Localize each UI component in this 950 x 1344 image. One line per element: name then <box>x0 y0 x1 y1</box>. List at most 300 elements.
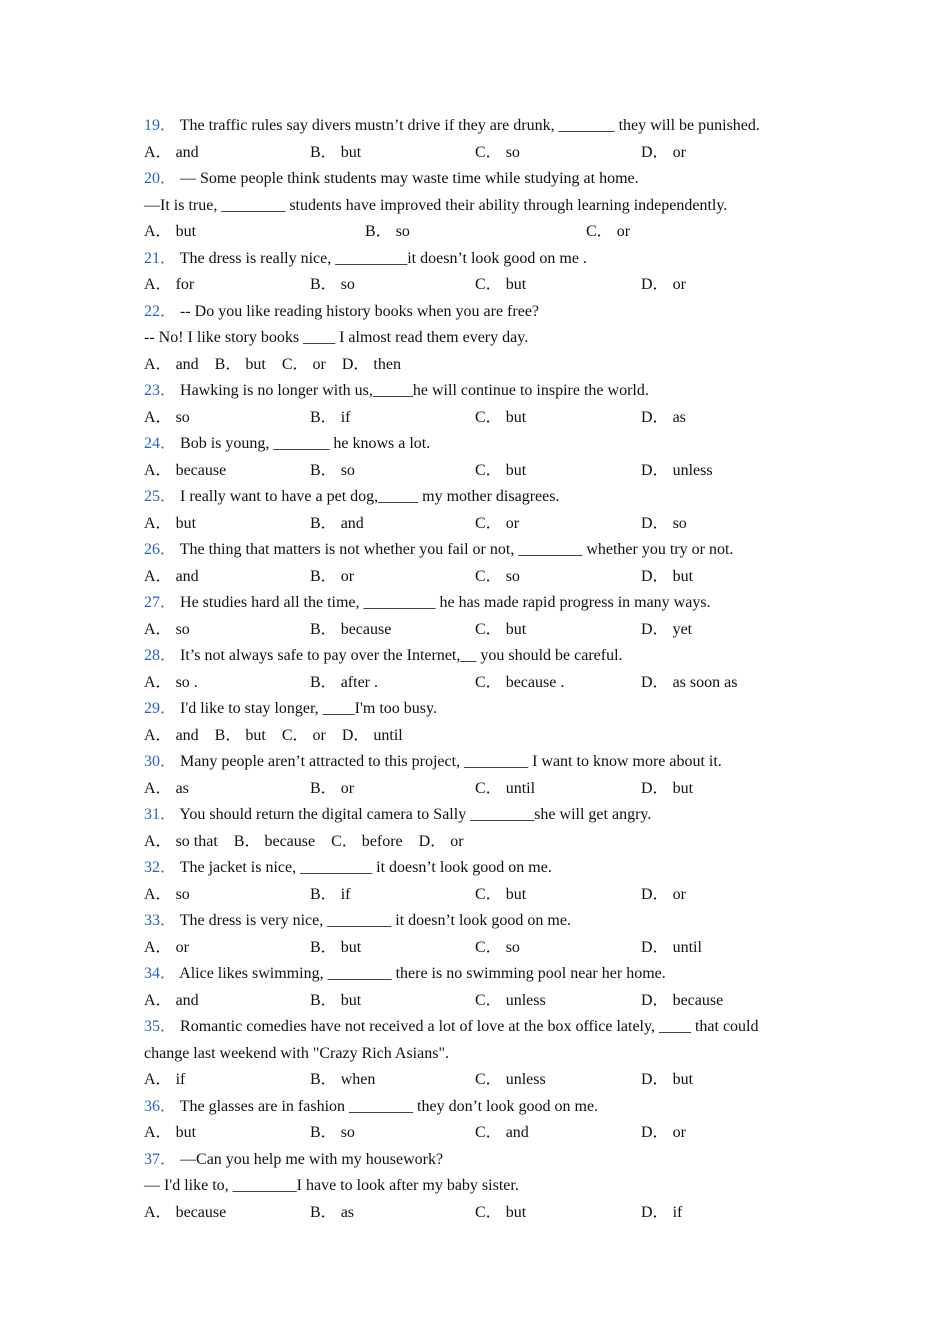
stem-text: — Some people think students may waste time while studying at home. <box>180 170 639 187</box>
question-number: 35． <box>144 1018 177 1035</box>
question-30 <box>144 749 804 802</box>
option-text: unless <box>672 461 713 479</box>
question-number: 29． <box>144 700 177 717</box>
option-text: but <box>505 276 527 293</box>
option-text: and <box>175 567 199 585</box>
question-number: 24． <box>144 435 177 452</box>
stem-text: Alice likes swimming, ________ there is no swimming pool near her home. <box>179 965 666 982</box>
option-a[interactable] <box>144 988 199 1015</box>
question-25 <box>144 484 804 537</box>
option-a[interactable] <box>144 458 226 485</box>
question-number: 26． <box>144 541 177 558</box>
option-text: or <box>175 938 189 956</box>
option-letter: C． <box>475 276 502 293</box>
option-text: until <box>672 938 702 956</box>
option-a[interactable] <box>144 1120 196 1147</box>
option-c[interactable] <box>475 882 526 909</box>
question-stem <box>144 908 804 935</box>
stem-text: -- No! I like story books ____ I almost read them every day. <box>144 329 529 346</box>
option-b[interactable] <box>215 352 266 379</box>
option-a[interactable] <box>144 511 196 538</box>
options-row <box>144 882 804 909</box>
stem-text: Hawking is no longer with us,_____he will continue to inspire the world. <box>180 382 649 399</box>
option-b[interactable] <box>310 511 364 538</box>
option-letter: D． <box>341 355 370 373</box>
option-text: so <box>340 461 355 479</box>
option-text: and <box>175 991 199 1009</box>
option-text: but <box>245 726 266 744</box>
question-stem <box>144 537 804 564</box>
option-b[interactable] <box>310 617 391 644</box>
option-letter: A． <box>144 673 172 691</box>
option-a[interactable] <box>144 272 194 299</box>
option-a[interactable] <box>144 882 190 909</box>
option-text: or <box>505 514 520 532</box>
option-text: when <box>340 1071 376 1088</box>
option-a[interactable] <box>144 723 199 750</box>
options-row <box>144 776 804 803</box>
option-d[interactable] <box>641 670 737 697</box>
option-letter: B． <box>310 991 337 1009</box>
option-d[interactable] <box>641 1200 682 1227</box>
option-letter: B． <box>310 276 337 293</box>
options-row <box>144 617 804 644</box>
question-stem-continued <box>144 325 804 352</box>
option-b[interactable] <box>310 272 355 299</box>
option-letter: A． <box>144 223 172 240</box>
stem-text: The jacket is nice, _________ it doesn’t look good on me. <box>179 859 552 876</box>
option-text: but <box>175 1124 197 1141</box>
option-b[interactable] <box>310 988 361 1015</box>
option-d[interactable] <box>419 829 464 856</box>
question-31 <box>144 802 804 855</box>
option-b[interactable] <box>310 458 355 485</box>
option-letter: B． <box>233 832 261 850</box>
option-text: before <box>361 832 403 850</box>
option-d[interactable] <box>641 1067 693 1094</box>
option-letter: A． <box>144 1203 172 1221</box>
options-row <box>144 458 804 485</box>
question-stem <box>144 484 804 511</box>
option-b[interactable] <box>310 1067 375 1094</box>
option-letter: A． <box>144 620 172 638</box>
option-c[interactable] <box>475 776 535 803</box>
option-d[interactable] <box>641 564 693 591</box>
option-letter: C． <box>475 779 502 797</box>
stem-text: —It is true, ________ students have improved their ability through learning independently. <box>144 196 728 214</box>
option-text: or <box>672 885 686 903</box>
question-stem <box>144 1014 804 1067</box>
options-row <box>144 140 804 167</box>
option-letter: C． <box>586 223 613 240</box>
options-row <box>144 405 804 432</box>
question-number: 36． <box>144 1097 177 1115</box>
option-c[interactable] <box>475 670 564 697</box>
stem-text: The dress is really nice, _________it doesn’t look good on me . <box>179 249 587 267</box>
option-letter: B． <box>310 567 337 585</box>
question-35 <box>144 1014 804 1094</box>
option-letter: B． <box>310 1203 337 1221</box>
option-text: so <box>175 885 190 903</box>
option-c[interactable] <box>475 458 526 485</box>
option-letter: A． <box>144 1124 172 1141</box>
option-letter: D． <box>641 276 669 293</box>
options-row <box>144 723 804 750</box>
options-row <box>144 352 804 379</box>
question-list <box>144 113 804 1226</box>
option-letter: A． <box>144 514 172 532</box>
option-letter: C． <box>281 355 309 373</box>
options-row <box>144 219 804 246</box>
option-a[interactable] <box>144 140 199 167</box>
option-text: or <box>672 276 686 293</box>
option-text: but <box>672 1071 694 1088</box>
option-c[interactable] <box>331 829 403 856</box>
question-stem <box>144 431 804 458</box>
question-stem <box>144 378 804 405</box>
stem-text: I really want to have a pet dog,_____ my mother disagrees. <box>180 488 560 505</box>
stem-text: The traffic rules say divers mustn’t drive if they are drunk, _______ they will be punished. <box>179 117 760 134</box>
question-28 <box>144 643 804 696</box>
option-text: because <box>175 461 227 479</box>
option-d[interactable] <box>641 140 686 167</box>
option-letter: B． <box>310 408 337 426</box>
option-text: or <box>672 1124 686 1141</box>
question-number: 30． <box>144 753 177 770</box>
question-stem <box>144 643 804 670</box>
option-d[interactable] <box>641 1120 686 1147</box>
option-text: unless <box>505 991 546 1009</box>
option-letter: D． <box>641 938 669 956</box>
option-text: yet <box>672 620 693 638</box>
question-stem <box>144 961 804 988</box>
option-letter: C． <box>475 567 502 585</box>
option-letter: D． <box>641 408 669 426</box>
question-number: 21． <box>144 249 177 267</box>
option-text: as <box>340 1203 355 1221</box>
question-number: 27． <box>144 594 177 611</box>
option-b[interactable] <box>310 564 354 591</box>
question-number: 31． <box>144 806 177 823</box>
option-letter: D． <box>641 1203 669 1221</box>
stem-text: —Can you help me with my housework? <box>180 1150 444 1168</box>
option-letter: B． <box>310 673 337 691</box>
option-b[interactable] <box>310 882 350 909</box>
question-29 <box>144 696 804 749</box>
option-letter: D． <box>641 143 669 161</box>
option-letter: A． <box>144 1071 172 1088</box>
option-d[interactable] <box>641 882 686 909</box>
option-letter: D． <box>641 673 669 691</box>
option-text: for <box>175 276 195 293</box>
option-text: but <box>340 991 362 1009</box>
question-number: 23． <box>144 382 177 399</box>
option-a[interactable] <box>144 670 198 697</box>
option-letter: A． <box>144 276 172 293</box>
question-20 <box>144 166 804 246</box>
stem-text: Romantic comedies have not received a lot of love at the box office lately, ____ that could change last weekend with "Crazy Rich Asians". <box>144 1018 759 1062</box>
question-37 <box>144 1147 804 1227</box>
options-row <box>144 935 804 962</box>
option-a[interactable] <box>144 935 189 962</box>
question-22 <box>144 299 804 379</box>
option-letter: C． <box>475 408 502 426</box>
option-c[interactable] <box>586 219 630 246</box>
option-text: because <box>175 1203 227 1221</box>
option-a[interactable] <box>144 1200 226 1227</box>
option-d[interactable] <box>641 272 686 299</box>
option-text: so <box>505 567 520 585</box>
option-c[interactable] <box>475 511 519 538</box>
options-row <box>144 564 804 591</box>
stem-text: He studies hard all the time, _________ he has made rapid progress in many ways. <box>180 594 711 611</box>
option-letter: C． <box>475 991 502 1009</box>
option-c[interactable] <box>475 617 526 644</box>
stem-text: It’s not always safe to pay over the Internet,__ you should be careful. <box>180 647 623 664</box>
options-row <box>144 1120 804 1147</box>
option-letter: C． <box>475 143 502 161</box>
option-text: if <box>340 885 351 903</box>
option-letter: B． <box>310 779 337 797</box>
stem-text: You should return the digital camera to Sally ________she will get angry. <box>179 806 652 823</box>
question-stem <box>144 696 804 723</box>
option-d[interactable] <box>342 723 403 750</box>
option-text: and <box>175 143 199 161</box>
question-stem <box>144 1147 804 1174</box>
option-letter: C． <box>475 1124 502 1141</box>
option-a[interactable] <box>144 617 190 644</box>
option-letter: D． <box>641 620 669 638</box>
question-stem <box>144 299 804 326</box>
option-text: so <box>672 514 687 532</box>
options-row <box>144 1067 804 1094</box>
option-c[interactable] <box>475 988 546 1015</box>
question-stem <box>144 246 804 273</box>
option-d[interactable] <box>641 405 686 432</box>
option-text: if <box>340 408 351 426</box>
option-letter: D． <box>641 779 669 797</box>
option-text: but <box>175 223 197 240</box>
option-d[interactable] <box>641 988 723 1015</box>
option-a[interactable] <box>144 219 196 246</box>
option-d[interactable] <box>641 617 692 644</box>
stem-text: Bob is young, _______ he knows a lot. <box>180 435 431 452</box>
question-34 <box>144 961 804 1014</box>
option-c[interactable] <box>475 935 520 962</box>
question-27 <box>144 590 804 643</box>
question-stem-continued <box>144 1173 804 1200</box>
option-text: because . <box>505 673 565 691</box>
option-a[interactable] <box>144 829 218 856</box>
option-text: so <box>340 276 355 293</box>
option-letter: A． <box>144 885 172 903</box>
question-19 <box>144 113 804 166</box>
option-text: but <box>672 567 694 585</box>
option-letter: B． <box>310 1071 337 1088</box>
option-letter: B． <box>310 938 337 956</box>
option-c[interactable] <box>475 1200 526 1227</box>
question-stem <box>144 855 804 882</box>
option-letter: C． <box>475 1203 502 1221</box>
option-text: or <box>450 832 464 850</box>
option-text: and <box>175 355 199 373</box>
option-d[interactable] <box>342 352 401 379</box>
stem-text: — I'd like to, ________I have to look after my baby sister. <box>144 1177 519 1194</box>
option-b[interactable] <box>365 219 410 246</box>
option-text: but <box>505 408 527 426</box>
question-number: 20． <box>144 170 177 187</box>
question-number: 25． <box>144 488 177 505</box>
option-text: or <box>616 223 631 240</box>
option-text: as <box>175 779 189 797</box>
option-d[interactable] <box>641 511 687 538</box>
option-letter: A． <box>144 938 172 956</box>
option-text: unless <box>505 1071 546 1088</box>
option-text: or <box>312 726 326 744</box>
option-a[interactable] <box>144 405 190 432</box>
option-text: but <box>505 885 527 903</box>
option-a[interactable] <box>144 564 199 591</box>
option-b[interactable] <box>310 1120 355 1147</box>
option-b[interactable] <box>310 670 378 697</box>
option-letter: D． <box>418 832 447 850</box>
option-text: after . <box>340 673 378 691</box>
question-number: 37． <box>144 1150 177 1168</box>
option-c[interactable] <box>282 723 326 750</box>
option-a[interactable] <box>144 352 199 379</box>
option-letter: A． <box>144 143 172 161</box>
option-b[interactable] <box>215 723 266 750</box>
question-21 <box>144 246 804 299</box>
question-stem-continued <box>144 193 804 220</box>
option-letter: B． <box>310 461 337 479</box>
option-text: but <box>505 1203 527 1221</box>
option-letter: A． <box>144 567 172 585</box>
option-letter: D． <box>641 991 669 1009</box>
option-a[interactable] <box>144 776 189 803</box>
option-letter: D． <box>641 1124 669 1141</box>
option-text: if <box>175 1071 186 1088</box>
options-row <box>144 272 804 299</box>
option-text: until <box>505 779 536 797</box>
option-letter: D． <box>641 567 669 585</box>
question-23 <box>144 378 804 431</box>
option-b[interactable] <box>310 405 350 432</box>
option-letter: B． <box>214 726 242 744</box>
option-text: so <box>395 223 410 240</box>
option-letter: C． <box>475 620 502 638</box>
question-26 <box>144 537 804 590</box>
option-text: because <box>264 832 316 850</box>
option-text: but <box>340 938 362 956</box>
option-letter: D． <box>641 885 669 903</box>
option-letter: D． <box>641 461 669 479</box>
option-text: and <box>505 1124 529 1141</box>
option-text: so that <box>175 832 218 850</box>
option-text: so <box>505 143 520 161</box>
stem-text: I'd like to stay longer, ____I'm too busy. <box>180 700 437 717</box>
question-number: 34． <box>144 965 177 982</box>
question-stem <box>144 749 804 776</box>
option-letter: A． <box>144 355 172 373</box>
option-text: or <box>672 143 686 161</box>
option-letter: B． <box>214 355 242 373</box>
option-c[interactable] <box>475 1067 546 1094</box>
question-24 <box>144 431 804 484</box>
option-letter: A． <box>144 832 172 850</box>
option-letter: A． <box>144 726 172 744</box>
option-b[interactable] <box>310 776 354 803</box>
option-c[interactable] <box>475 564 520 591</box>
option-b[interactable] <box>234 829 315 856</box>
option-text: or <box>340 567 355 585</box>
option-letter: D． <box>641 514 669 532</box>
option-c[interactable] <box>475 272 526 299</box>
option-d[interactable] <box>641 458 713 485</box>
stem-text: The thing that matters is not whether you fail or not, ________ whether you try or not. <box>179 541 734 558</box>
option-letter: B． <box>365 223 392 240</box>
option-text: so <box>340 1124 355 1141</box>
stem-text: The dress is very nice, ________ it doesn’t look good on me. <box>179 912 571 929</box>
option-letter: B． <box>310 514 337 532</box>
question-36 <box>144 1094 804 1147</box>
option-text: or <box>312 355 326 373</box>
option-text: as <box>672 408 686 426</box>
question-stem <box>144 113 804 140</box>
option-text: and <box>340 514 364 532</box>
option-text: so <box>175 620 190 638</box>
option-d[interactable] <box>641 935 702 962</box>
question-32 <box>144 855 804 908</box>
option-text: if <box>672 1203 683 1221</box>
option-letter: C． <box>475 673 502 691</box>
option-d[interactable] <box>641 776 693 803</box>
question-33 <box>144 908 804 961</box>
option-a[interactable] <box>144 1067 185 1094</box>
option-text: but <box>245 355 266 373</box>
option-text: until <box>373 726 403 744</box>
options-row <box>144 511 804 538</box>
question-stem <box>144 590 804 617</box>
option-letter: B． <box>310 885 337 903</box>
option-text: because <box>672 991 724 1009</box>
option-c[interactable] <box>475 405 526 432</box>
option-text: so . <box>175 673 198 691</box>
option-c[interactable] <box>475 1120 529 1147</box>
option-letter: C． <box>475 938 502 956</box>
option-letter: A． <box>144 991 172 1009</box>
options-row <box>144 1200 804 1227</box>
option-b[interactable] <box>310 140 361 167</box>
options-row <box>144 988 804 1015</box>
question-number: 22． <box>144 302 177 320</box>
option-text: but <box>505 461 527 479</box>
question-stem <box>144 802 804 829</box>
option-letter: C． <box>331 832 358 850</box>
question-stem <box>144 166 804 193</box>
option-c[interactable] <box>475 140 520 167</box>
option-b[interactable] <box>310 935 361 962</box>
option-letter: D． <box>641 1071 669 1088</box>
stem-text: -- Do you like reading history books when you are free? <box>180 302 540 320</box>
option-b[interactable] <box>310 1200 354 1227</box>
option-text: as soon as <box>672 673 738 691</box>
option-c[interactable] <box>282 352 326 379</box>
options-row <box>144 670 804 697</box>
option-letter: B． <box>310 1124 337 1141</box>
option-letter: C． <box>475 514 502 532</box>
option-text: or <box>340 779 355 797</box>
